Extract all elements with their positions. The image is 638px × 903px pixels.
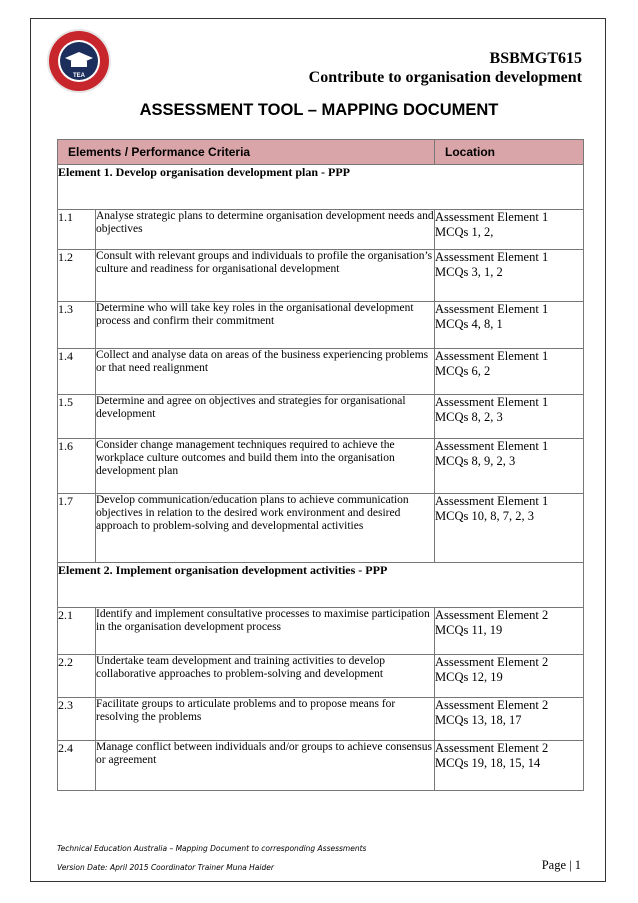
criterion-number: 1.4: [58, 349, 96, 395]
criterion-text: Facilitate groups to articulate problems and to propose means for resolving the problems: [96, 698, 435, 741]
location-mcqs: MCQs 10, 8, 7, 2, 3: [435, 509, 534, 523]
location-element: Assessment Element 1: [435, 494, 549, 508]
element-2-title: Element 2. Implement organisation development activities - PPP: [58, 563, 584, 608]
logo-text: TEA: [73, 73, 85, 79]
criterion-number: 1.3: [58, 302, 96, 349]
mapping-table: [57, 139, 584, 791]
table-row: [58, 210, 584, 250]
location-column-header: Location: [435, 140, 584, 165]
criterion-location: [435, 395, 584, 439]
criterion-number: 2.4: [58, 741, 96, 791]
criterion-number: 2.2: [58, 655, 96, 698]
location-mcqs: MCQs 19, 18, 15, 14: [435, 756, 541, 770]
location-mcqs: MCQs 13, 18, 17: [435, 713, 522, 727]
document-title: ASSESSMENT TOOL – MAPPING DOCUMENT: [139, 101, 499, 119]
location-element: Assessment Element 2: [435, 655, 549, 669]
location-element: Assessment Element 2: [435, 741, 549, 755]
criterion-text: Collect and analyse data on areas of the business experiencing problems or that need realignment: [96, 349, 435, 395]
criterion-text: Analyse strategic plans to determine organisation development needs and objectives: [96, 210, 435, 250]
location-mcqs: MCQs 1, 2,: [435, 225, 494, 239]
table-row: [58, 698, 584, 741]
criterion-location: [435, 608, 584, 655]
criterion-text: Develop communication/education plans to achieve communication objectives in relation to the desired work environment and desired approach to problem-solving and developmental activities: [96, 494, 435, 563]
location-mcqs: MCQs 6, 2: [435, 364, 491, 378]
location-mcqs: MCQs 8, 9, 2, 3: [435, 454, 516, 468]
criterion-number: 1.1: [58, 210, 96, 250]
page-number: Page | 1: [541, 858, 581, 872]
table-row: [58, 741, 584, 791]
criterion-text: Consult with relevant groups and individuals to profile the organisation’s culture and readiness for organisational development: [96, 250, 435, 302]
location-element: Assessment Element 1: [435, 439, 549, 453]
unit-code: BSBMGT615: [489, 50, 582, 67]
criterion-number: 2.1: [58, 608, 96, 655]
table-row: [58, 608, 584, 655]
criterion-text: Consider change management techniques required to achieve the workplace culture outcomes and build them into the organisation development plan: [96, 439, 435, 494]
criterion-location: [435, 439, 584, 494]
location-mcqs: MCQs 11, 19: [435, 623, 503, 637]
footer-version-line: Version Date: April 2015 Coordinator Trainer Muna Haider: [57, 863, 274, 872]
criterion-location: [435, 494, 584, 563]
criterion-location: [435, 349, 584, 395]
location-mcqs: MCQs 3, 1, 2: [435, 265, 503, 279]
criteria-column-header: Elements / Performance Criteria: [58, 140, 435, 165]
criterion-number: 1.7: [58, 494, 96, 563]
location-element: Assessment Element 1: [435, 349, 549, 363]
criterion-location: [435, 655, 584, 698]
criterion-text: Determine and agree on objectives and strategies for organisational development: [96, 395, 435, 439]
criterion-text: Determine who will take key roles in the organisational development process and confirm their commitment: [96, 302, 435, 349]
criterion-location: [435, 741, 584, 791]
organisation-logo: [46, 28, 112, 94]
criterion-number: 2.3: [58, 698, 96, 741]
criterion-location: [435, 302, 584, 349]
location-mcqs: MCQs 8, 2, 3: [435, 410, 503, 424]
element-1-row: [58, 165, 584, 210]
criterion-number: 1.2: [58, 250, 96, 302]
location-element: Assessment Element 1: [435, 250, 549, 264]
location-element: Assessment Element 1: [435, 395, 549, 409]
location-element: Assessment Element 2: [435, 698, 549, 712]
location-mcqs: MCQs 4, 8, 1: [435, 317, 503, 331]
location-mcqs: MCQs 12, 19: [435, 670, 503, 684]
table-row: [58, 349, 584, 395]
criterion-location: [435, 698, 584, 741]
element-2-row: [58, 563, 584, 608]
table-row: [58, 439, 584, 494]
location-element: Assessment Element 1: [435, 302, 549, 316]
criterion-location: [435, 210, 584, 250]
table-row: [58, 494, 584, 563]
criterion-text: Manage conflict between individuals and/or groups to achieve consensus or agreement: [96, 741, 435, 791]
criterion-text: Undertake team development and training activities to develop collaborative approaches to problem-solving and development: [96, 655, 435, 698]
unit-title: Contribute to organisation development: [308, 69, 582, 86]
table-row: [58, 655, 584, 698]
table-header-row: [58, 140, 584, 165]
location-element: Assessment Element 2: [435, 608, 549, 622]
criterion-location: [435, 250, 584, 302]
location-element: Assessment Element 1: [435, 210, 549, 224]
criterion-text: Identify and implement consultative processes to maximise participation in the organisation development process: [96, 608, 435, 655]
table-row: [58, 302, 584, 349]
footer-document-line: Technical Education Australia – Mapping Document to corresponding Assessments: [57, 844, 367, 853]
table-row: [58, 395, 584, 439]
element-1-title: Element 1. Develop organisation development plan - PPP: [58, 165, 584, 210]
criterion-number: 1.6: [58, 439, 96, 494]
table-row: [58, 250, 584, 302]
criterion-number: 1.5: [58, 395, 96, 439]
